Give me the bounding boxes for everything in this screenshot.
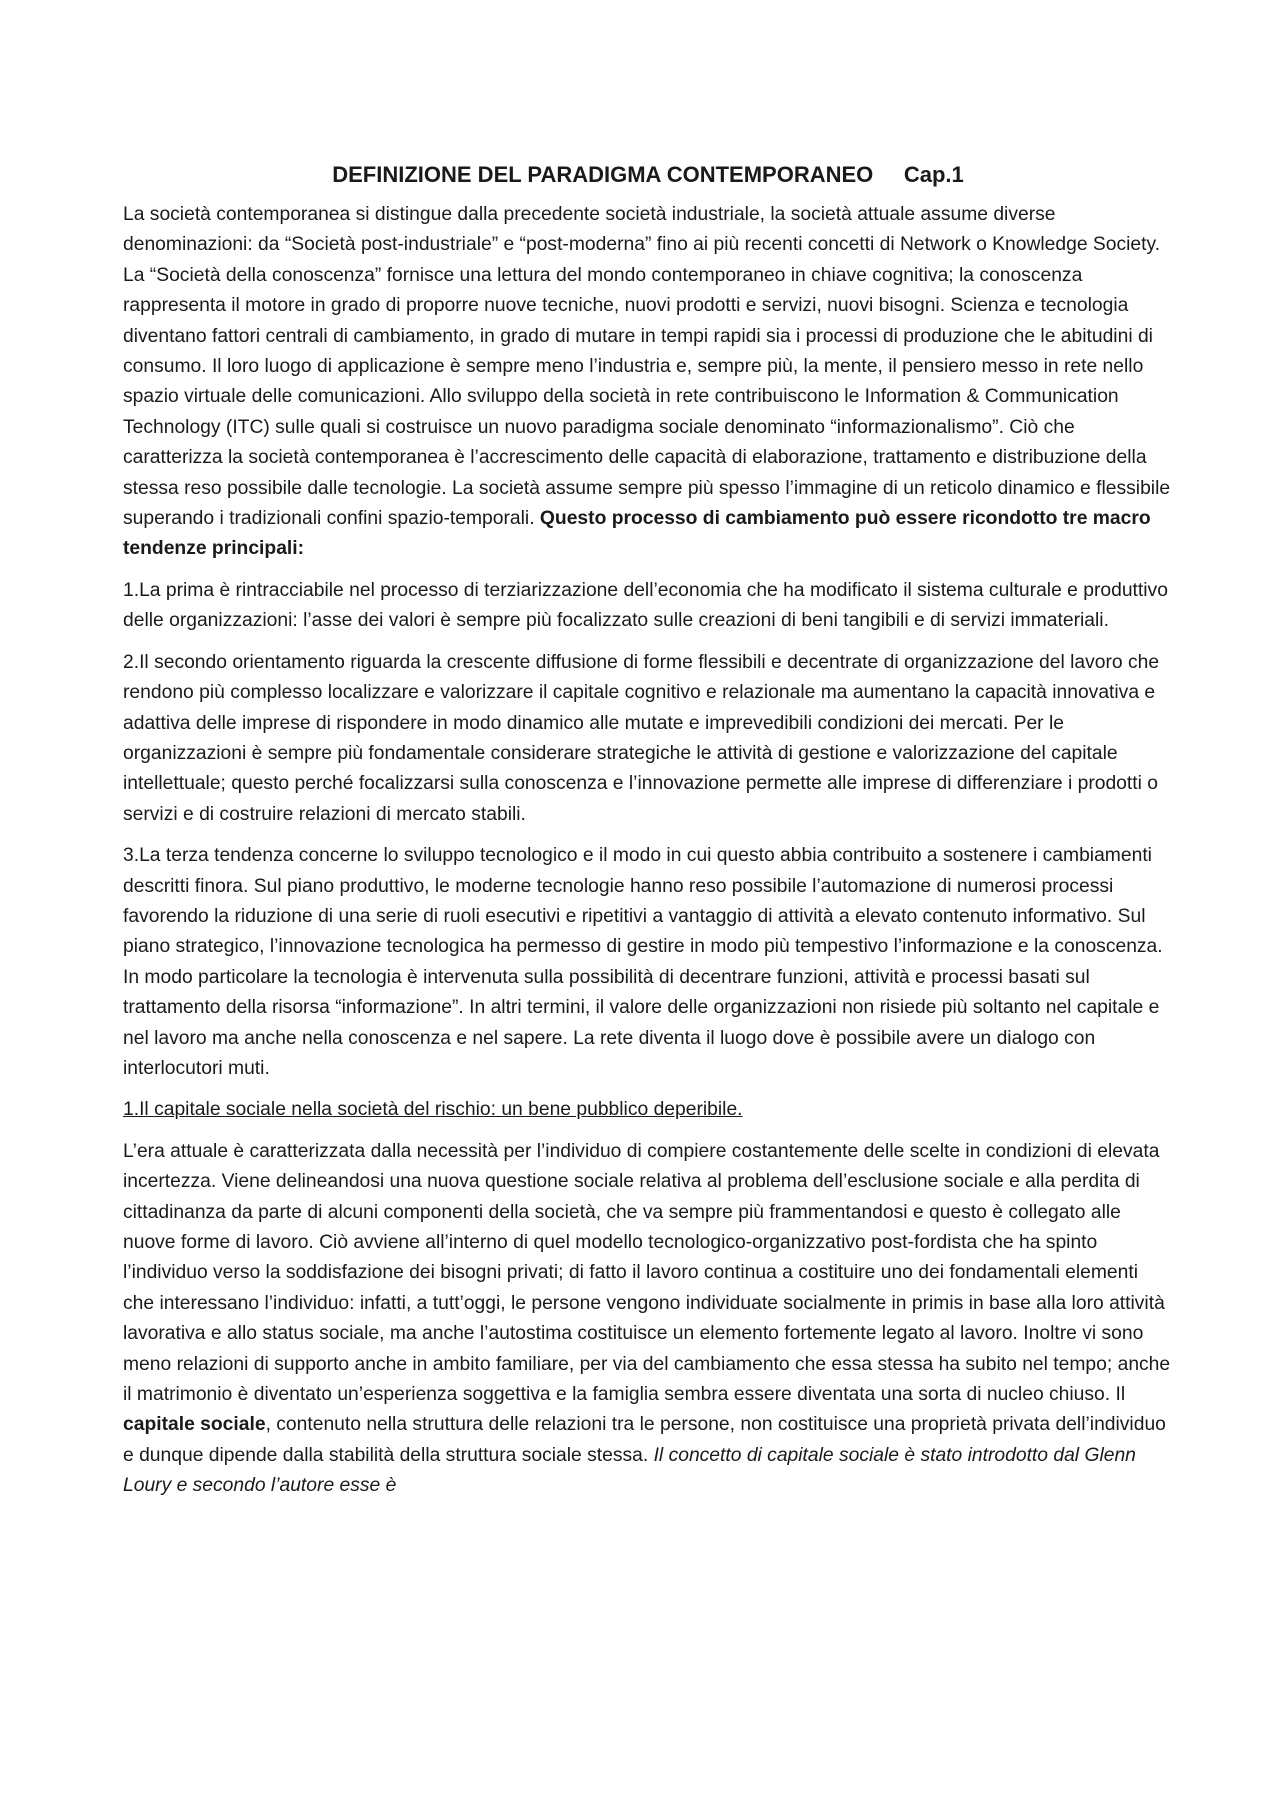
page-title: DEFINIZIONE DEL PARADIGMA CONTEMPORANEO Cap.1 xyxy=(332,162,964,187)
social-capital-paragraph xyxy=(123,1137,1173,1502)
trend-2-paragraph: 2.Il secondo orientamento riguarda la crescente diffusione di forme flessibili e decentrate di organizzazione del lavoro che rendono più complesso localizzare e valorizzare il capitale cognitivo e relazionale ma aumentano la capacità innovativa e adattiva delle imprese di rispondere in modo dinamico alle mutate e imprevedibili condizioni dei mercati. Per le organizzazioni è sempre più fondamentale considerare strategiche le attività di gestione e valorizzazione del capitale intellettuale; questo perché focalizzarsi sulla conoscenza e l’innovazione permette alle imprese di differenziare i prodotti o servizi e di costruire relazioni di mercato stabili. xyxy=(123,651,1160,825)
social-capital-text: L’era attuale è caratterizzata dalla necessità per l’individuo di compiere costantemente delle scelte in condizioni di elevata incertezza. Viene delineandosi una nuova questione sociale relativa al problema dell’esclusione sociale e alla perdita di cittadinanza da parte di alcuni componenti della società, che va sempre più frammentandosi e questo è collegato alle nuove forme di lavoro. Ciò avviene all’interno di quel modello tecnologico-organizzativo post-fordista che ha spinto l’individuo verso la soddisfazione dei bisogni privati; di fatto il lavoro continua a costituire uno dei fondamentali elementi che interessano l’individuo: infatti, a tutt’oggi, le persone vengono individuate socialmente in primis in base alla loro attività lavorativa e allo status sociale, ma anche l’autostima costituisce un elemento fortemente legato al lavoro. Inoltre vi sono meno relazioni di supporto anche in ambito familiare, per via del cambiamento che essa stessa ha subito nel tempo; anche il matrimonio è diventato un’esperienza soggettiva e la famiglia sembra essere diventata una sorta di nucleo chiuso. Il xyxy=(123,1140,1171,1406)
trend-3-paragraph: 3.La terza tendenza concerne lo sviluppo tecnologico e il modo in cui questo abbia contribuito a sostenere i cambiamenti descritti finora. Sul piano produttivo, le moderne tecnologie hanno reso possibile l’automazione di numerosi processi favorendo la riduzione di una serie di ruoli esecutivi e ripetitivi a vantaggio di attività a elevato contenuto informativo. Sul piano strategico, l’innovazione tecnologica ha permesso di gestire in modo più tempestivo l’informazione e la conoscenza. In modo particolare la tecnologia è intervenuta sulla possibilità di decentrare funzioni, attività e processi basati sul trattamento della risorsa “informazione”. In altri termini, il valore delle organizzazioni non risiede più soltanto nel capitale e nel lavoro ma anche nella conoscenza e nel sapere. La rete diventa il luogo dove è possibile avere un dialogo con interlocutori muti. xyxy=(123,845,1163,1079)
intro-paragraph xyxy=(123,200,1173,565)
social-capital-text-2: , contenuto nella struttura delle relazioni tra le persone, non costituisce una proprietà privata dell’individuo e dunque dipende dalla stabilità della struttura sociale stessa. xyxy=(123,1414,1166,1466)
social-capital-italic: Il concetto di capitale sociale è stato introdotto dal Glenn Loury e secondo l’autore esse è xyxy=(123,1444,1136,1497)
social-capital-bold: capitale sociale xyxy=(123,1414,266,1436)
intro-text: La società contemporanea si distingue dalla precedente società industriale, la società attuale assume diverse denominazioni: da “Società post-industriale” e “post-moderna” fino ai più recenti concetti di Network o Knowledge Society. La “Società della conoscenza” fornisce una lettura del mondo contemporaneo in chiave cognitiva; la conoscenza rappresenta il motore in grado di proporre nuove tecniche, nuovi prodotti e servizi, nuovi bisogni. Scienza e tecnologia diventano fattori centrali di cambiamento, in grado di mutare in tempi rapidi sia i processi di produzione che le abitudini di consumo. Il loro luogo di applicazione è sempre meno l’industria e, sempre più, la mente, il pensiero messo in rete nello spazio virtuale delle comunicazioni. Allo sviluppo della società in rete contribuiscono le Information & Communication Technology (ITC) sulle quali si costruisce un nuovo paradigma sociale denominato “informazionalismo”. Ciò che caratterizza la società contemporanea è l’accrescimento delle capacità di elaborazione, trattamento e distribuzione della stessa reso possibile dalle tecnologie. La società assume sempre più spesso l’immagine di un reticolo dinamico e flessibile superando i tradizionali confini spazio-temporali. xyxy=(123,204,1171,530)
document-page xyxy=(123,150,1173,1513)
trend-1-paragraph: 1.La prima è rintracciabile nel processo di terziarizzazione dell’economia che ha modificato il sistema culturale e produttivo delle organizzazioni: l’asse dei valori è sempre più focalizzato sulle creazioni di beni tangibili e di servizi immateriali. xyxy=(123,579,1168,632)
intro-bold-text: Questo processo di cambiamento può essere ricondotto tre macro tendenze principali: xyxy=(123,508,1151,560)
section-heading: 1.Il capitale sociale nella società del rischio: un bene pubblico deperibile. xyxy=(123,1099,743,1121)
